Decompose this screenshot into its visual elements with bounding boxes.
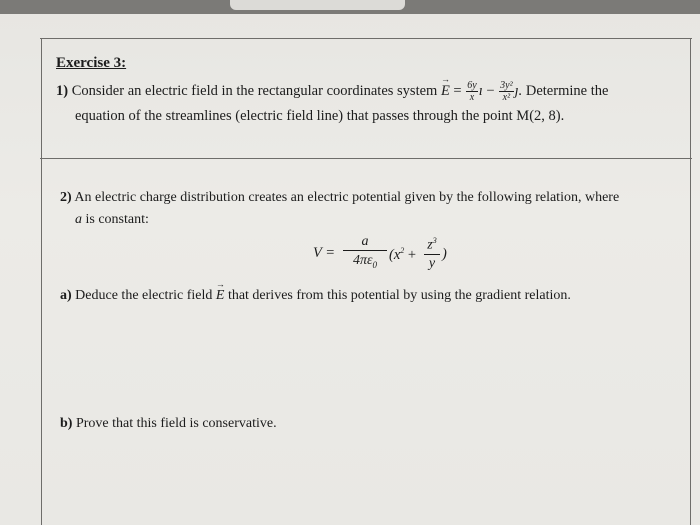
formula-den-sub: 0 xyxy=(372,259,378,270)
table-left-border xyxy=(41,38,42,525)
q1-j-unit: ȷ. xyxy=(514,82,523,99)
q2b-label: b) xyxy=(60,416,73,431)
q1-number: 1) xyxy=(56,82,69,99)
formula-plus: + xyxy=(407,246,417,263)
q2-line2-text: is constant: xyxy=(85,212,149,227)
formula-paren-x xyxy=(389,246,416,264)
table-right-border xyxy=(690,38,691,525)
top-shadow-strip xyxy=(0,0,700,14)
q2-line1-text: An electric charge distribution creates an electric potential given by the following relation, where xyxy=(74,190,620,205)
formula-y: y xyxy=(428,255,436,271)
q2-number: 2) xyxy=(60,190,72,205)
formula-den xyxy=(343,251,387,275)
formula-open: (x xyxy=(389,246,401,263)
formula-sq: 2 xyxy=(400,246,405,255)
paper-tab xyxy=(230,0,405,10)
table-top-border xyxy=(40,38,692,39)
formula-close: ) xyxy=(442,246,447,262)
formula-z-text: z xyxy=(427,237,433,253)
q1-equals: = xyxy=(453,82,462,99)
q1-minus: − xyxy=(486,82,495,99)
q2a-text-start: Deduce the electric field xyxy=(75,288,213,303)
formula-main-frac xyxy=(343,234,387,275)
q1-line2: equation of the streamlines (electric field line) that passes through the point M(2, 8). xyxy=(75,108,565,124)
q1-frac2 xyxy=(499,80,513,103)
q2a-text-end: that derives from this potential by using the gradient relation. xyxy=(227,288,571,303)
formula-num: a xyxy=(361,234,369,249)
formula-z-exp: 3 xyxy=(432,236,437,245)
q2b-line xyxy=(60,416,277,432)
q1-frac2-den: x² xyxy=(502,92,511,103)
q2b-text: Prove that this field is conservative. xyxy=(75,416,277,431)
q1-line1 xyxy=(56,80,608,103)
table-row-divider xyxy=(40,158,692,159)
q2a-e-vector: → E xyxy=(216,288,225,304)
q2a-line xyxy=(60,288,571,304)
q1-frac1-num: 6y xyxy=(467,80,477,91)
q1-frac1 xyxy=(466,80,477,103)
q2-line2-var: a xyxy=(75,212,82,227)
q1-frac2-num: 3y² xyxy=(500,80,513,91)
q2-line2 xyxy=(75,212,149,228)
q1-i-unit: ı xyxy=(478,82,483,99)
q2-line1 xyxy=(60,190,619,206)
formula-den-text: 4πε xyxy=(352,253,373,268)
exercise-title: Exercise 3: xyxy=(56,55,127,71)
q1-frac1-den: x xyxy=(469,92,475,103)
q2a-label: a) xyxy=(60,288,72,303)
formula-z-frac xyxy=(424,232,440,273)
formula-z xyxy=(424,232,440,254)
formula-lhs: V = xyxy=(313,245,336,261)
q1-e-vector: → E xyxy=(441,83,450,100)
q1-text-start: Consider an electric field in the rectangular coordinates system xyxy=(71,82,438,99)
q1-text-end: Determine the xyxy=(525,82,609,99)
